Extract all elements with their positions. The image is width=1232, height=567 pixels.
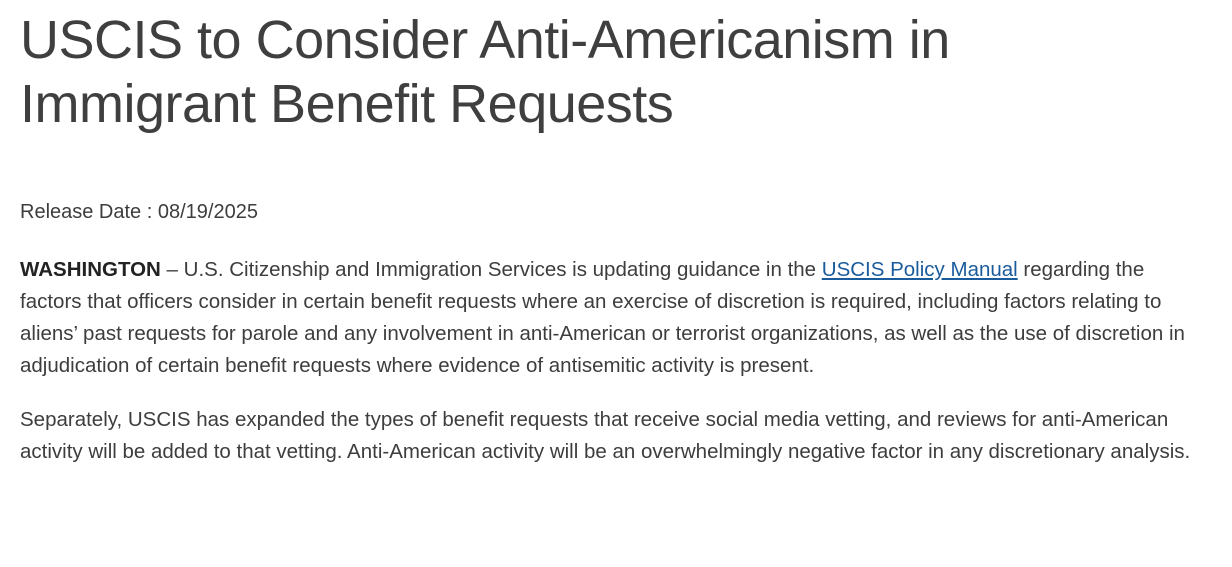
- page-title: [20, 0, 1210, 136]
- release-date: [20, 198, 1210, 226]
- release-date-label: Release Date :: [20, 201, 153, 223]
- dateline: WASHINGTON: [20, 258, 161, 281]
- uscis-policy-manual-link[interactable]: USCIS Policy Manual: [821, 258, 1018, 281]
- body-paragraph-1: [20, 254, 1210, 382]
- paragraph-1-rest: regarding the factors that officers consider in certain benefit requests where an exercise of discretion is required, including factors relating to aliens’ past requests for parole and any involvement in anti-American or terrorist organizations, as well as the use of discretion in adjudication of certain benefit requests where evidence of antisemitic activity is present.: [20, 258, 1185, 377]
- body-paragraph-2: Separately, USCIS has expanded the types of benefit requests that receive social media vetting, and reviews for anti-American activity will be added to that vetting. Anti-American activity will be an overwhelmingly negative factor in any discretionary analysis.: [20, 408, 1191, 463]
- news-release: [20, 0, 1210, 468]
- release-date-value: 08/19/2025: [157, 201, 258, 223]
- paragraph-1-intro: – U.S. Citizenship and Immigration Services is updating guidance in the: [160, 258, 822, 281]
- title-line-2: Immigrant Benefit Requests: [20, 74, 674, 134]
- title-line-1: USCIS to Consider Anti-Americanism in: [20, 10, 950, 70]
